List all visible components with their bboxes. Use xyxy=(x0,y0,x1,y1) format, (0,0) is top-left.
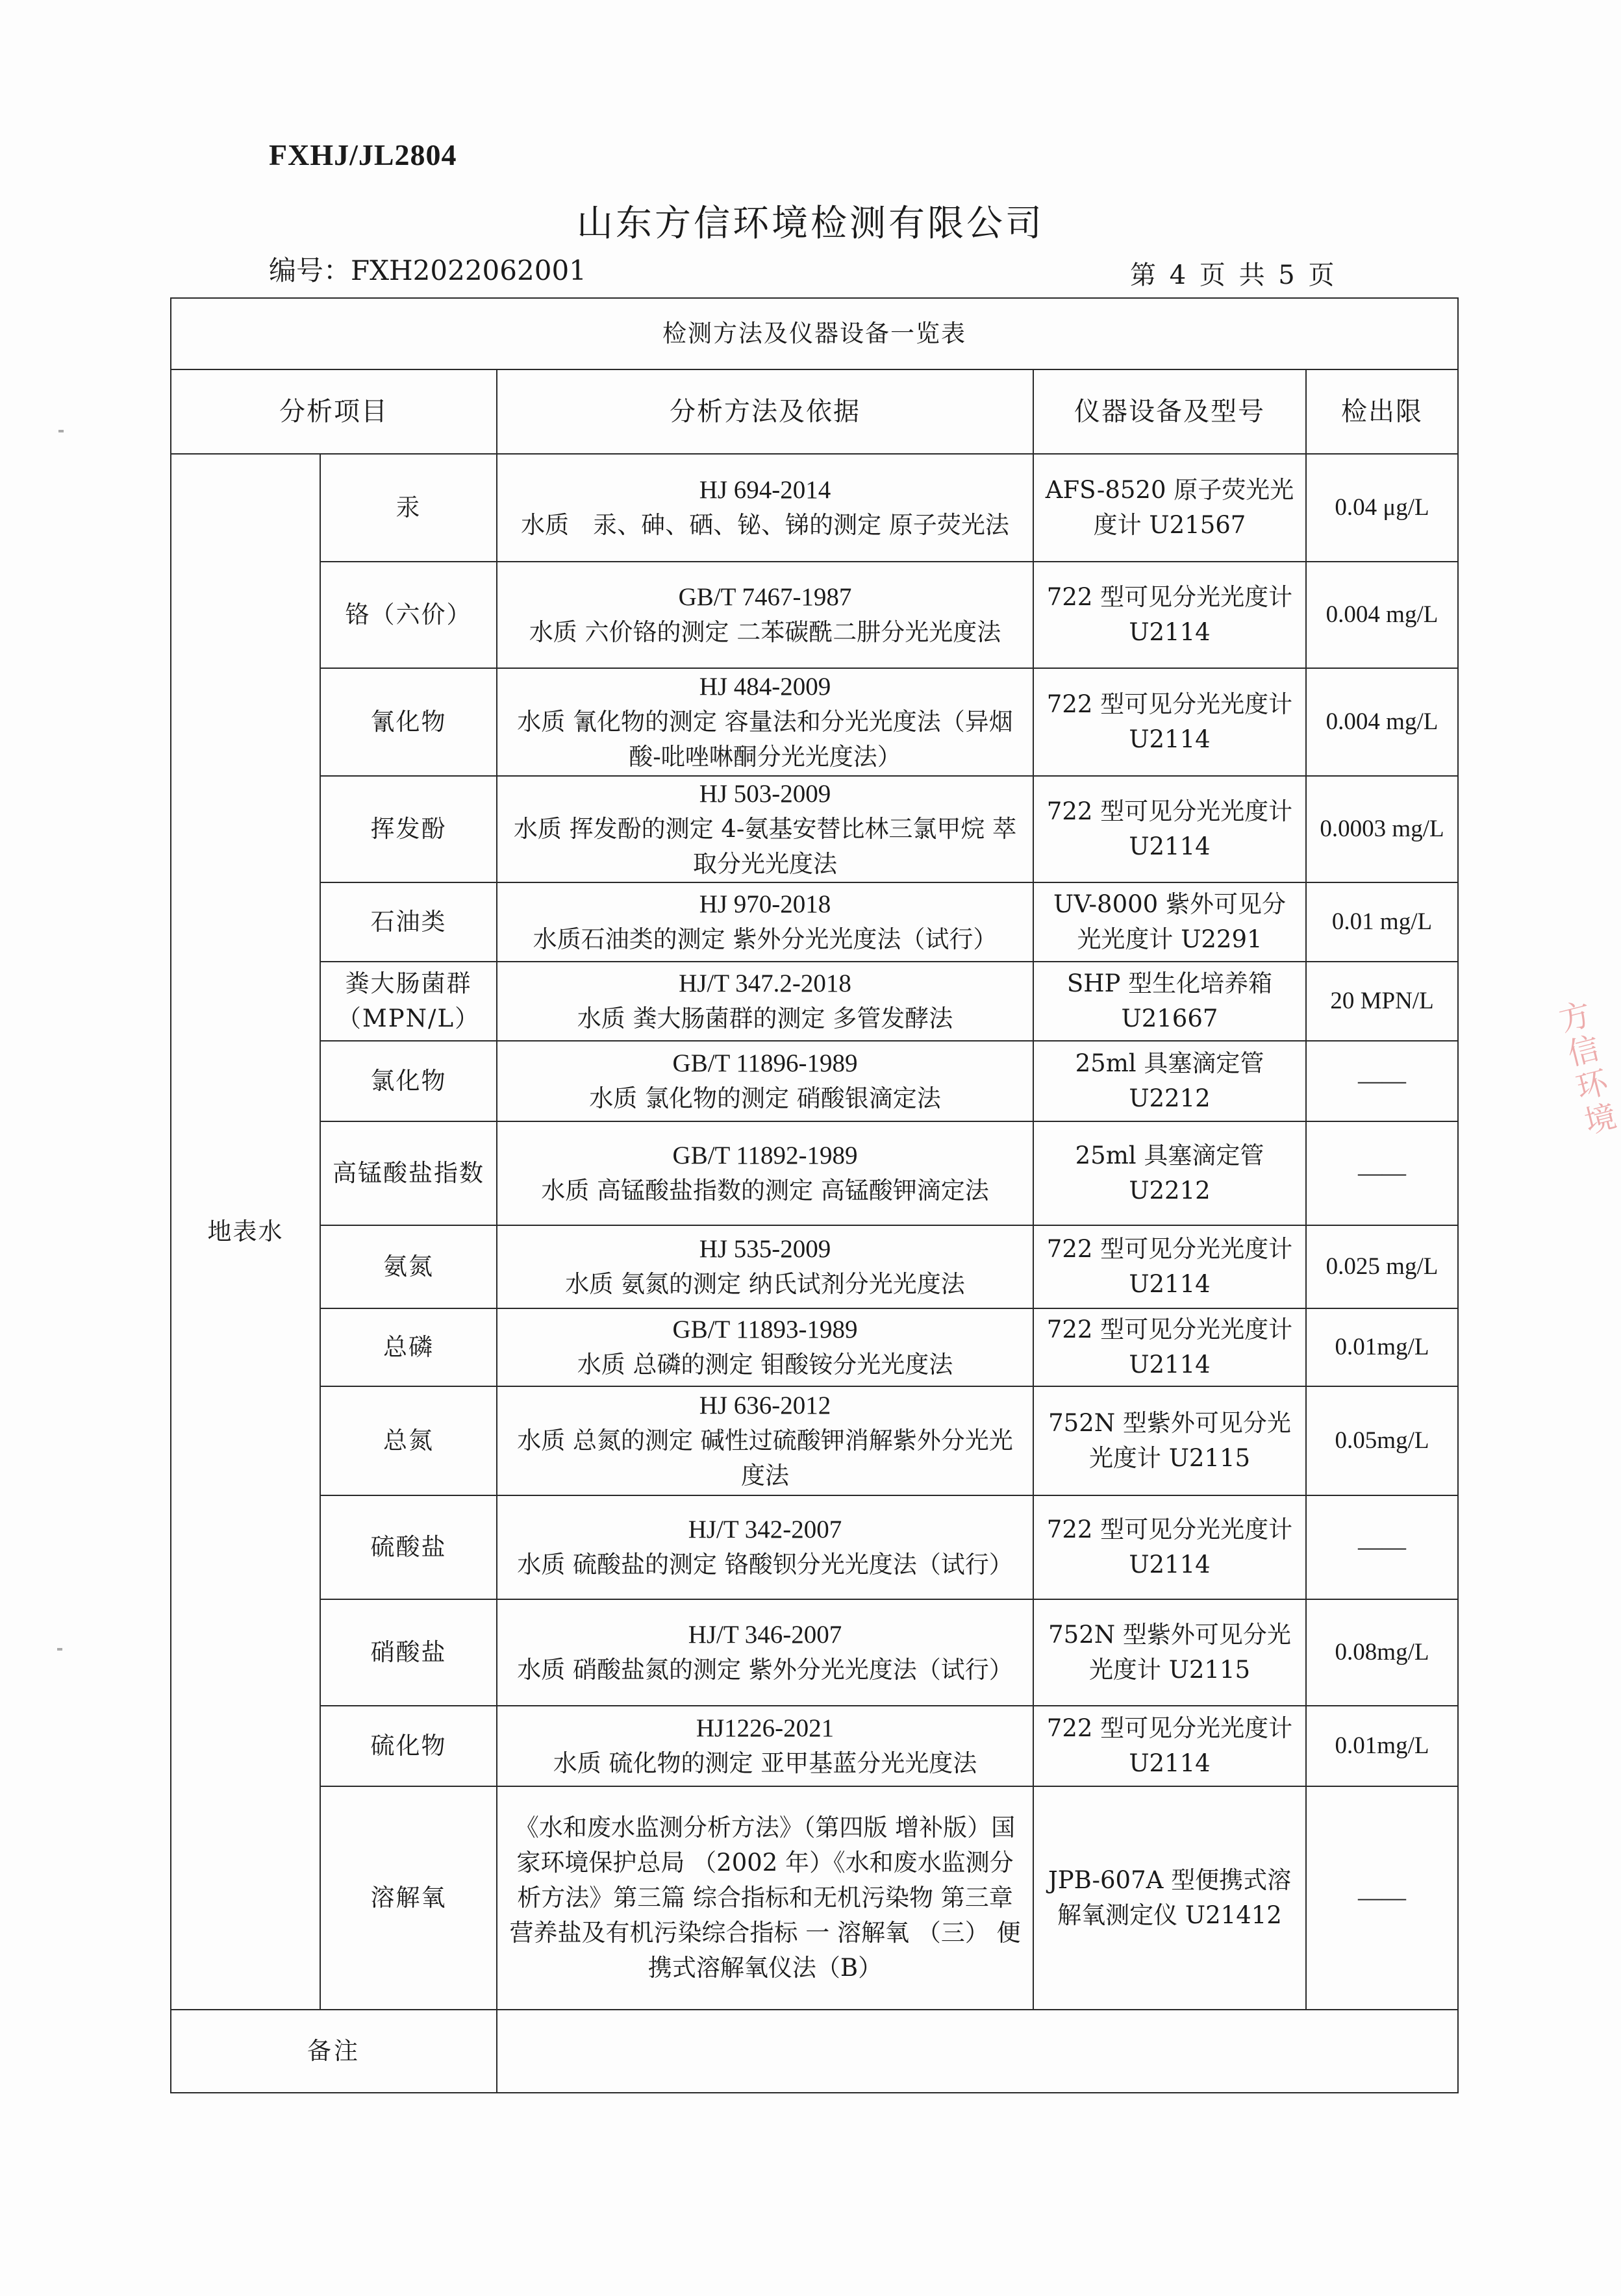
table-row xyxy=(171,454,1458,562)
method-text: 水质 粪大肠菌群的测定 多管发酵法 xyxy=(577,1004,953,1032)
standard-code: HJ 694-2014 xyxy=(699,476,831,504)
method-cell xyxy=(497,454,1033,562)
standard-code: GB/T 11893-1989 xyxy=(672,1316,858,1343)
standard-code: HJ 535-2009 xyxy=(699,1235,831,1263)
item-cell: 硫酸盐 xyxy=(320,1495,497,1599)
method-cell xyxy=(497,776,1033,882)
method-cell xyxy=(497,1495,1033,1599)
table-row xyxy=(171,1308,1458,1386)
method-text: 水质 六价铬的测定 二苯碳酰二肼分光光度法 xyxy=(529,618,1001,646)
equipment-cell: 25ml 具塞滴定管 U2212 xyxy=(1033,1121,1306,1225)
item-cell: 溶解氧 xyxy=(320,1786,497,2010)
detection-limit-cell: —— xyxy=(1306,1495,1458,1599)
item-cell: 氰化物 xyxy=(320,668,497,776)
equipment-cell: 722 型可见分光光度计 U2114 xyxy=(1033,1308,1306,1386)
method-cell xyxy=(497,1386,1033,1495)
table-title: 检测方法及仪器设备一览表 xyxy=(171,298,1458,369)
standard-code: GB/T 11892-1989 xyxy=(672,1142,858,1169)
standard-code: HJ/T 346-2007 xyxy=(688,1621,842,1649)
item-cell: 氨氮 xyxy=(320,1225,497,1308)
method-text: 水质 高锰酸盐指数的测定 高锰酸钾滴定法 xyxy=(541,1177,989,1204)
standard-code: GB/T 7467-1987 xyxy=(678,583,852,611)
standard-code: HJ 503-2009 xyxy=(699,780,831,808)
table-row xyxy=(171,668,1458,776)
table-row xyxy=(171,962,1458,1041)
method-cell xyxy=(497,562,1033,668)
method-cell xyxy=(497,1121,1033,1225)
remark-label: 备注 xyxy=(171,2010,497,2093)
column-header-item: 分析项目 xyxy=(171,369,497,454)
column-header-method: 分析方法及依据 xyxy=(497,369,1033,454)
detection-limit-cell: 0.025 mg/L xyxy=(1306,1225,1458,1308)
column-header-equipment: 仪器设备及型号 xyxy=(1033,369,1306,454)
equipment-cell: 722 型可见分光光度计 U2114 xyxy=(1033,562,1306,668)
table-row xyxy=(171,882,1458,962)
method-text: 《水和废水监测分析方法》（第四版 增补版）国家环境保护总局 （2002 年）《水和废水监测分析方法》第三篇 综合指标和无机污染物 第三章 营养盐及有机污染综合指标 一 溶解氧 （三） 便携式溶解氧仪法（B） xyxy=(509,1814,1021,1982)
detection-limit-cell: 0.004 mg/L xyxy=(1306,668,1458,776)
item-cell: 氯化物 xyxy=(320,1041,497,1121)
method-text: 水质 氨氮的测定 纳氏试剂分光光度法 xyxy=(565,1270,965,1298)
detection-limit-cell: 0.0003 mg/L xyxy=(1306,776,1458,882)
standard-code: HJ 970-2018 xyxy=(699,890,831,918)
standard-code: HJ1226-2021 xyxy=(696,1714,835,1742)
standard-code: HJ/T 347.2-2018 xyxy=(679,969,851,997)
form-code: FXHJ/JL2804 xyxy=(269,138,457,171)
detection-limit-cell: —— xyxy=(1306,1121,1458,1225)
equipment-cell: 752N 型紫外可见分光光度计 U2115 xyxy=(1033,1386,1306,1495)
detection-limit-cell: —— xyxy=(1306,1786,1458,2010)
item-cell: 硫化物 xyxy=(320,1706,497,1786)
method-text: 水质 总磷的测定 钼酸铵分光光度法 xyxy=(577,1351,953,1379)
detection-limit-cell: —— xyxy=(1306,1041,1458,1121)
table-row xyxy=(171,1706,1458,1786)
method-cell xyxy=(497,1599,1033,1706)
category-cell: 地表水 xyxy=(171,454,320,2010)
table-row xyxy=(171,1225,1458,1308)
equipment-cell: 722 型可见分光光度计 U2114 xyxy=(1033,1225,1306,1308)
method-text: 水质 硫酸盐的测定 铬酸钡分光光度法（试行） xyxy=(517,1551,1013,1578)
seal-stamp: 方信环境 xyxy=(1550,997,1620,1142)
detection-limit-cell: 0.01 mg/L xyxy=(1306,882,1458,962)
item-cell: 硝酸盐 xyxy=(320,1599,497,1706)
method-cell xyxy=(497,1308,1033,1386)
table-row xyxy=(171,1495,1458,1599)
detection-limit-cell: 20 MPN/L xyxy=(1306,962,1458,1041)
method-text: 水质 挥发酚的测定 4-氨基安替比林三氯甲烷 萃取分光光度法 xyxy=(513,815,1017,878)
method-cell xyxy=(497,668,1033,776)
item-cell: 挥发酚 xyxy=(320,776,497,882)
column-header-limit: 检出限 xyxy=(1306,369,1458,454)
detection-limit-cell: 0.01mg/L xyxy=(1306,1706,1458,1786)
method-text: 水质 总氮的测定 碱性过硫酸钾消解紫外分光光度法 xyxy=(517,1427,1013,1490)
method-cell xyxy=(497,1786,1033,2010)
equipment-cell: 722 型可见分光光度计 U2114 xyxy=(1033,1495,1306,1599)
method-text: 水质 氰化物的测定 容量法和分光光度法（异烟酸-吡唑啉酮分光光度法） xyxy=(517,708,1013,771)
method-cell xyxy=(497,1225,1033,1308)
scan-speck xyxy=(57,1648,62,1651)
table-row xyxy=(171,776,1458,882)
item-cell: 高锰酸盐指数 xyxy=(320,1121,497,1225)
equipment-cell: 25ml 具塞滴定管 U2212 xyxy=(1033,1041,1306,1121)
detection-limit-cell: 0.01mg/L xyxy=(1306,1308,1458,1386)
table-row xyxy=(171,1121,1458,1225)
detection-limit-cell: 0.04 μg/L xyxy=(1306,454,1458,562)
method-equipment-table xyxy=(170,297,1459,2093)
equipment-cell: 752N 型紫外可见分光光度计 U2115 xyxy=(1033,1599,1306,1706)
equipment-cell: 722 型可见分光光度计 U2114 xyxy=(1033,668,1306,776)
method-text: 水质 硫化物的测定 亚甲基蓝分光光度法 xyxy=(553,1749,977,1777)
equipment-cell: UV-8000 紫外可见分光光度计 U2291 xyxy=(1033,882,1306,962)
detection-limit-cell: 0.08mg/L xyxy=(1306,1599,1458,1706)
company-name: 山东方信环境检测有限公司 xyxy=(577,203,1044,245)
item-cell: 粪大肠菌群（MPN/L） xyxy=(320,962,497,1041)
remark-row xyxy=(171,2010,1458,2093)
scan-speck xyxy=(58,430,64,432)
detection-limit-cell: 0.05mg/L xyxy=(1306,1386,1458,1495)
method-text: 水质 氯化物的测定 硝酸银滴定法 xyxy=(589,1084,941,1112)
table-row xyxy=(171,1786,1458,2010)
standard-code: HJ/T 342-2007 xyxy=(688,1516,842,1543)
equipment-cell: AFS-8520 原子荧光光度计 U21567 xyxy=(1033,454,1306,562)
equipment-cell: 722 型可见分光光度计 U2114 xyxy=(1033,776,1306,882)
equipment-cell: SHP 型生化培养箱 U21667 xyxy=(1033,962,1306,1041)
method-text: 水质 硝酸盐氮的测定 紫外分光光度法（试行） xyxy=(517,1656,1013,1684)
item-cell: 总氮 xyxy=(320,1386,497,1495)
item-cell: 总磷 xyxy=(320,1308,497,1386)
equipment-cell: 722 型可见分光光度计 U2114 xyxy=(1033,1706,1306,1786)
standard-code: HJ 484-2009 xyxy=(699,673,831,701)
table-row xyxy=(171,1041,1458,1121)
remark-value xyxy=(497,2010,1458,2093)
table-row xyxy=(171,562,1458,668)
method-cell xyxy=(497,962,1033,1041)
detection-limit-cell: 0.004 mg/L xyxy=(1306,562,1458,668)
standard-code: HJ 636-2012 xyxy=(699,1391,831,1419)
table-row xyxy=(171,1386,1458,1495)
item-cell: 铬（六价） xyxy=(320,562,497,668)
table-row xyxy=(171,1599,1458,1706)
method-cell xyxy=(497,882,1033,962)
page-indicator: 第 4 页 共 5 页 xyxy=(1130,260,1335,290)
method-text: 水质 汞、砷、硒、铋、锑的测定 原子荧光法 xyxy=(521,511,1009,539)
method-text: 水质石油类的测定 紫外分光光度法（试行） xyxy=(533,925,998,953)
equipment-cell: JPB-607A 型便携式溶解氧测定仪 U21412 xyxy=(1033,1786,1306,2010)
report-number: 编号：FXH2022062001 xyxy=(269,255,586,286)
method-cell xyxy=(497,1706,1033,1786)
method-cell xyxy=(497,1041,1033,1121)
standard-code: GB/T 11896-1989 xyxy=(672,1049,858,1077)
item-cell: 汞 xyxy=(320,454,497,562)
item-cell: 石油类 xyxy=(320,882,497,962)
